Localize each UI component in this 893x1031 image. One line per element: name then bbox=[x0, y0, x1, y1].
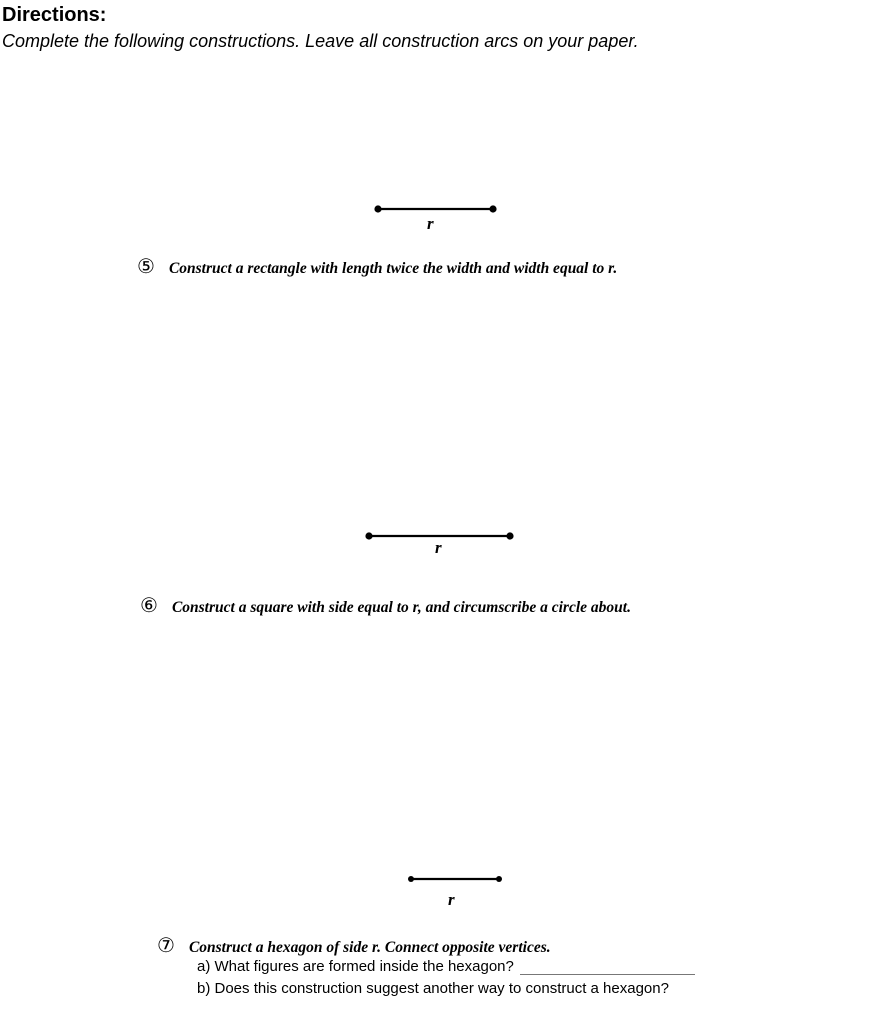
question-a bbox=[197, 958, 695, 975]
segment-label-problem-5: r bbox=[427, 214, 434, 233]
problem-6-text: Construct a square with side equal to r, and circumscribe a circle about. bbox=[171, 599, 631, 616]
segment-endpoint-left bbox=[408, 876, 414, 882]
segment-label-problem-6: r bbox=[435, 538, 442, 557]
directions-heading: Directions: bbox=[2, 4, 107, 26]
problem-7-prompt bbox=[157, 933, 551, 957]
segment-label-problem-7: r bbox=[448, 890, 455, 909]
problem-number-6: ⑥ bbox=[140, 593, 158, 617]
problem-7-text: Construct a hexagon of side r. Connect opposite vertices. bbox=[188, 939, 551, 956]
directions-text: Complete the following constructions. Leave all construction arcs on your paper. bbox=[2, 31, 639, 51]
segment-r-problem-5 bbox=[360, 198, 520, 238]
question-b: b) Does this construction suggest another way to construct a hexagon? bbox=[197, 980, 669, 997]
segment-endpoint-right bbox=[496, 876, 502, 882]
problem-5-prompt bbox=[137, 254, 617, 278]
problem-number-7: ⑦ bbox=[157, 933, 175, 957]
segment-endpoint-left bbox=[365, 532, 372, 539]
answer-blank-a[interactable] bbox=[520, 960, 695, 975]
segment-endpoint-left bbox=[374, 205, 381, 212]
problem-5-text: Construct a rectangle with length twice the width and width equal to r. bbox=[168, 260, 618, 277]
question-a-text: a) What figures are formed inside the hexagon? bbox=[197, 958, 514, 975]
segment-r-problem-6 bbox=[355, 526, 530, 566]
problem-6-prompt bbox=[140, 593, 631, 617]
segment-endpoint-right bbox=[489, 205, 496, 212]
segment-endpoint-right bbox=[506, 532, 513, 539]
problem-number-5: ⑤ bbox=[137, 254, 155, 278]
segment-r-problem-7 bbox=[400, 868, 510, 892]
